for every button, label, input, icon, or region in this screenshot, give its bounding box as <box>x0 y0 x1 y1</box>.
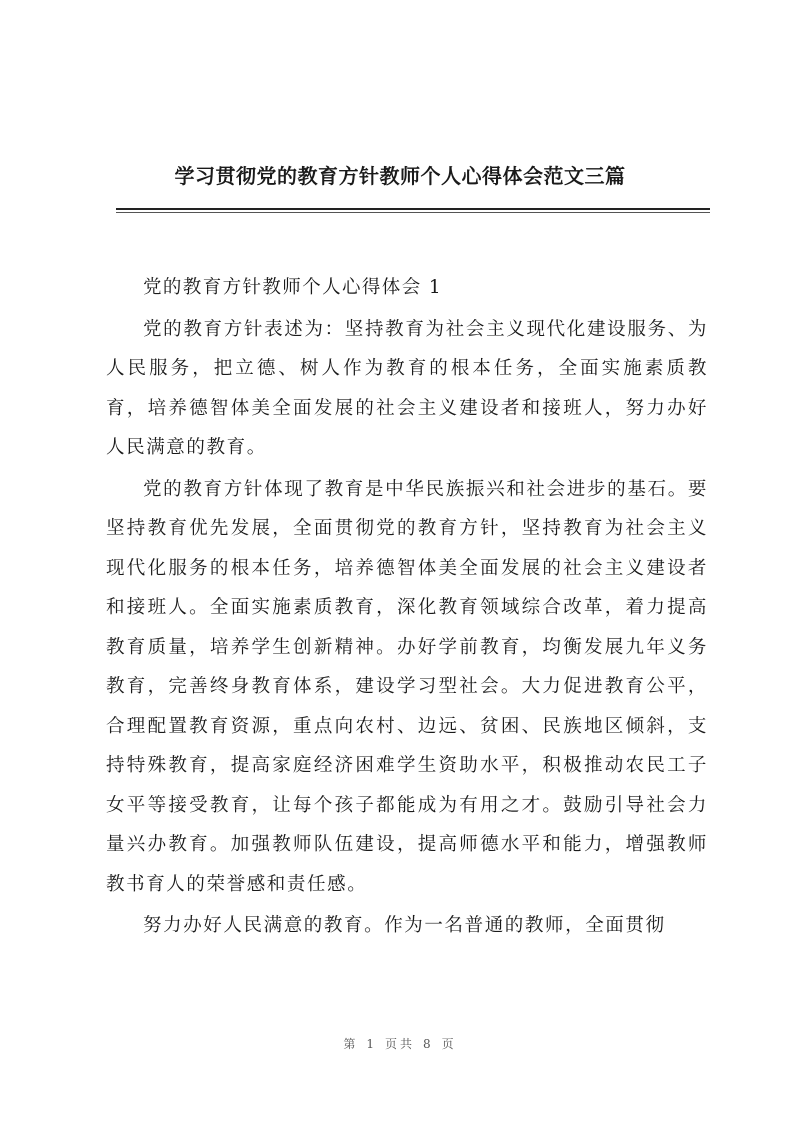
body-paragraph: 努力办好人民满意的教育。作为一名普通的教师，全面贯彻 <box>143 915 666 936</box>
page-footer <box>0 1035 800 1052</box>
page-label-middle: 页共 <box>384 1037 415 1051</box>
document-body <box>106 268 708 946</box>
total-pages-number: 8 <box>423 1037 434 1051</box>
page-label-prefix: 第 <box>343 1037 359 1051</box>
page-label-suffix: 页 <box>441 1037 457 1051</box>
title-underline-thick <box>116 208 710 210</box>
section-heading: 党的教育方针教师个人心得体会 1 <box>143 277 443 298</box>
document-title: 学习贯彻党的教育方针教师个人心得体会范文三篇 <box>174 164 626 188</box>
body-paragraph: 党的教育方针表述为：坚持教育为社会主义现代化建设服务、为人民服务，把立德、树人作为教育的根本任务，全面实施素质教育，培养德智体美全面发展的社会主义建设者和接班人，努力办好人民满意的教育。 <box>106 318 708 458</box>
current-page-number: 1 <box>366 1037 377 1051</box>
body-paragraph: 党的教育方针体现了教育是中华民族振兴和社会进步的基石。要坚持教育优先发展，全面贯彻党的教育方针，坚持教育为社会主义现代化服务的根本任务，培养德智体美全面发展的社会主义建设者和接班人。全面实施素质教育，深化教育领域综合改革，着力提高教育质量，培养学生创新精神。办好学前教育，均衡发展九年义务教育，完善终身教育体系，建设学习型社会。大力促进教育公平，合理配置教育资源，重点向农村、边远、贫困、民族地区倾斜，支持特殊教育，提高家庭经济困难学生资助水平，积极推动农民工子女平等接受教育，让每个孩子都能成为有用之才。鼓励引导社会力量兴办教育。加强教师队伍建设，提高师德水平和能力，增强教师教书育人的荣誉感和责任感。 <box>106 478 708 895</box>
title-underline-thin <box>116 212 710 213</box>
